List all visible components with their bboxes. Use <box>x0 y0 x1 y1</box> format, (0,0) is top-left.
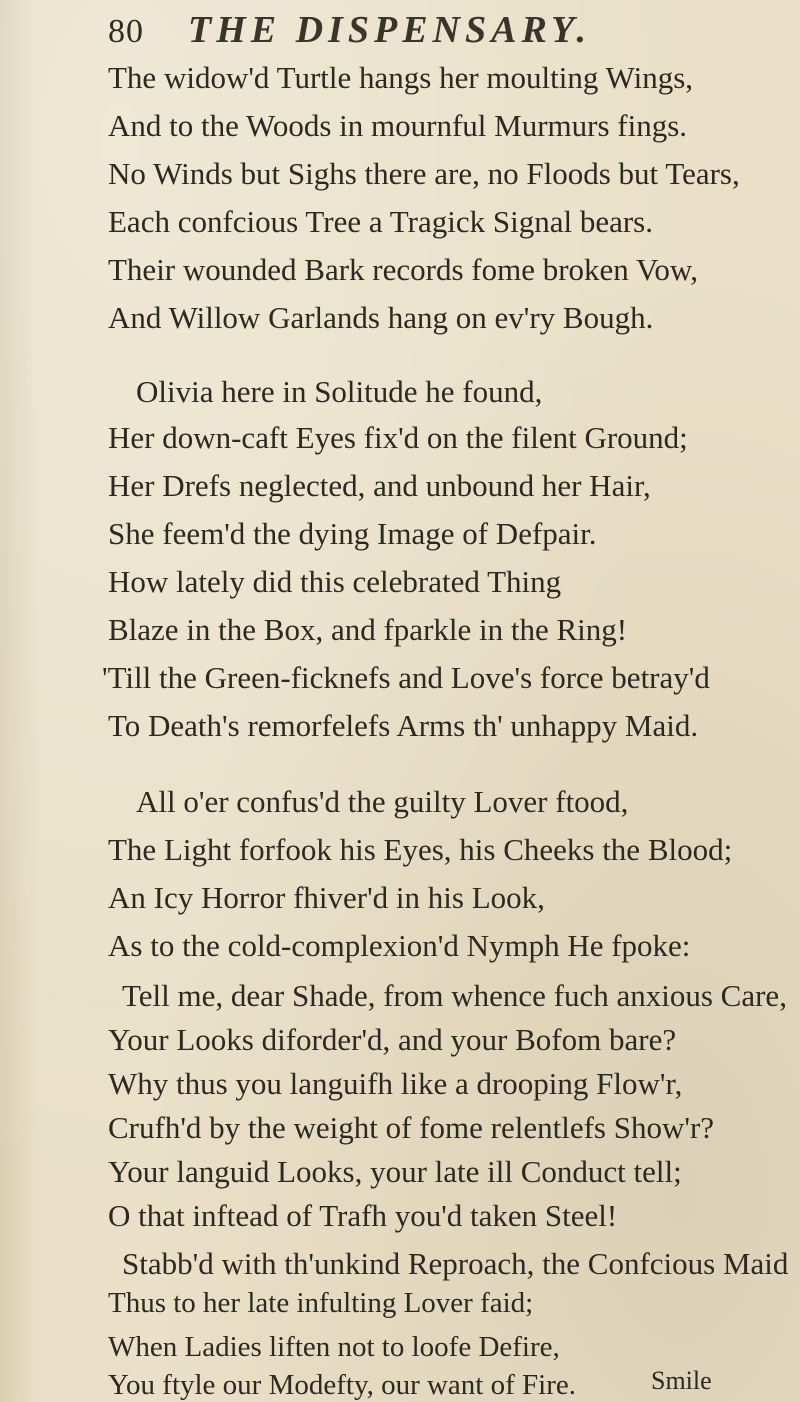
verse-line: The widow'd Turtle hangs her moulting Wings, <box>108 60 694 95</box>
verse-line: Why thus you languifh like a drooping Flow'r, <box>108 1066 683 1101</box>
verse-line: And Willow Garlands hang on ev'ry Bough. <box>108 300 654 335</box>
verse-line: How lately did this celebrated Thing <box>108 564 562 599</box>
verse-line: Her down-caft Eyes fix'd on the filent Ground; <box>108 420 688 455</box>
verse-line: Your languid Looks, your late ill Conduct tell; <box>108 1154 682 1189</box>
verse-line: Her Drefs neglected, and unbound her Hair, <box>108 468 651 503</box>
verse-line: Blaze in the Box, and fparkle in the Ring! <box>108 612 628 647</box>
catchword: Smile <box>651 1366 712 1395</box>
running-title: THE DISPENSARY. <box>188 9 592 51</box>
verse-line: All o'er confus'd the guilty Lover ftood, <box>136 784 629 819</box>
verse-line: Tell me, dear Shade, from whence fuch anxious Care, <box>122 978 787 1013</box>
verse-line: Thus to her late infulting Lover faid; <box>108 1287 534 1319</box>
verse-line: Their wounded Bark records fome broken Vow, <box>108 252 698 287</box>
verse-line: And to the Woods in mournful Murmurs fings. <box>108 108 688 143</box>
verse-line: 'Till the Green-ficknefs and Love's force betray'd <box>102 660 710 695</box>
verse-line: She feem'd the dying Image of Defpair. <box>108 516 597 551</box>
page-number: 80 <box>108 13 144 50</box>
verse-line: Crufh'd by the weight of fome relentlefs Show'r? <box>108 1110 715 1145</box>
verse-line: The Light forfook his Eyes, his Cheeks the Blood; <box>108 832 733 867</box>
verse-line: An Icy Horror fhiver'd in his Look, <box>108 880 545 915</box>
verse-line: When Ladies liften not to loofe Defire, <box>108 1331 560 1363</box>
verse-line: To Death's remorfelefs Arms th' unhappy Maid. <box>108 708 699 743</box>
verse-line: Each confcious Tree a Tragick Signal bears. <box>108 204 653 239</box>
page-header <box>108 8 728 56</box>
verse-line: O that inftead of Trafh you'd taken Steel! <box>108 1198 618 1233</box>
verse-line: You ftyle our Modefty, our want of Fire. <box>108 1369 576 1401</box>
verse-line: Stabb'd with th'unkind Reproach, the Confcious Maid <box>122 1246 789 1281</box>
verse-line: No Winds but Sighs there are, no Floods but Tears, <box>108 156 740 191</box>
verse-line: Olivia here in Solitude he found, <box>136 374 543 409</box>
verse-line: Your Looks diforder'd, and your Bofom bare? <box>108 1022 677 1057</box>
verse-line: As to the cold-complexion'd Nymph He fpoke: <box>108 928 691 963</box>
